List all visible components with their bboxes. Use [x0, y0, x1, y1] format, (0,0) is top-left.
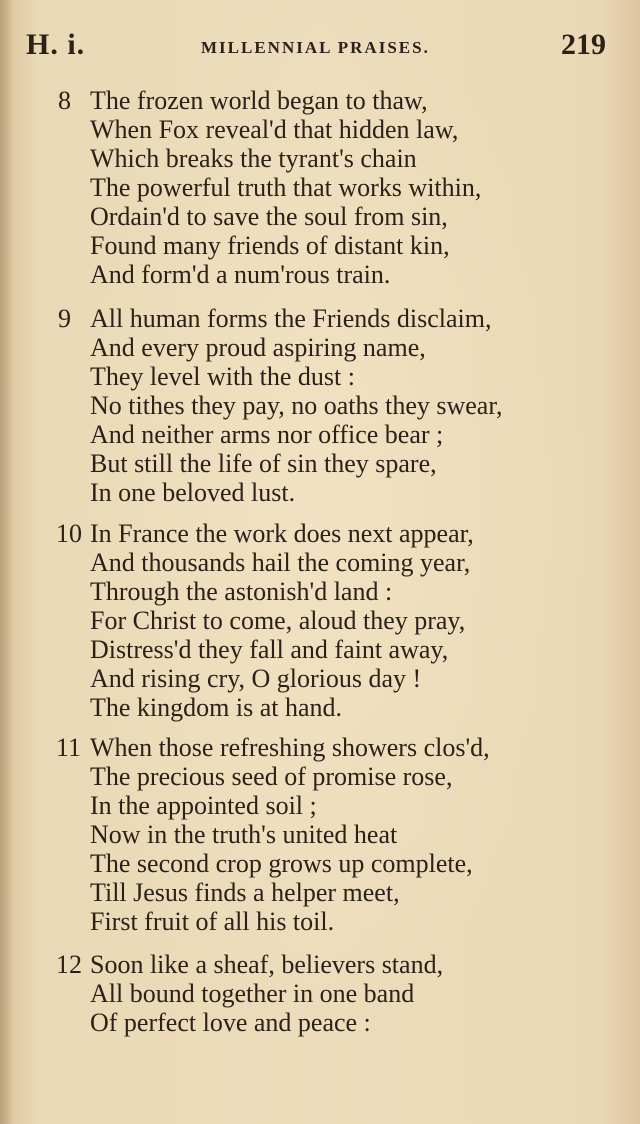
verse-line: In one beloved lust.: [90, 478, 296, 507]
verse-line: 11 When those refreshing showers clos'd,: [56, 733, 490, 762]
page-number: 219: [561, 28, 606, 61]
verse-line: Ordain'd to save the soul from sin,: [90, 202, 448, 231]
verse-line: And form'd a num'rous train.: [90, 260, 391, 289]
running-title: MILLENNIAL PRAISES.: [201, 38, 430, 57]
verse-line: In the appointed soil ;: [90, 791, 317, 820]
verse-line: The kingdom is at hand.: [90, 693, 343, 722]
verse-line: 12 Soon like a sheaf, believers stand,: [56, 950, 444, 979]
verse-line: All bound together in one band: [90, 979, 415, 1008]
verse-number: 10: [56, 519, 82, 548]
verse-line: Now in the truth's united heat: [90, 820, 398, 849]
verse-number: 12: [56, 950, 82, 979]
verse-line: Found many friends of distant kin,: [90, 231, 450, 260]
verse-line: 10 In France the work does next appear,: [56, 519, 474, 548]
running-header: [26, 28, 606, 64]
verse-line: They level with the dust :: [90, 362, 356, 391]
verse-line: Of perfect love and peace :: [90, 1008, 371, 1037]
verse-line: 9 All human forms the Friends disclaim,: [58, 304, 492, 333]
verse-line: No tithes they pay, no oaths they swear,: [90, 391, 503, 420]
hymn-section-label: H. i.: [26, 28, 86, 61]
verse-9: [58, 304, 618, 507]
verse-line: The second crop grows up complete,: [90, 849, 473, 878]
verse-line: And neither arms nor office bear ;: [90, 420, 444, 449]
verse-line: When Fox reveal'd that hidden law,: [90, 115, 459, 144]
verse-12: [58, 950, 618, 1037]
verse-line: Till Jesus finds a helper meet,: [90, 878, 400, 907]
verse-line: Distress'd they fall and faint away,: [90, 635, 449, 664]
verse-line: But still the life of sin they spare,: [90, 449, 437, 478]
verse-line: The precious seed of promise rose,: [90, 762, 453, 791]
verse-number: 9: [58, 304, 71, 333]
verse-line: The powerful truth that works within,: [90, 173, 482, 202]
verse-line: First fruit of all his toil.: [90, 907, 335, 936]
verse-line: And thousands hail the coming year,: [90, 548, 471, 577]
verse-line: And every proud aspiring name,: [90, 333, 426, 362]
verse-8: [58, 86, 618, 289]
verse-10: [58, 519, 618, 722]
verse-number: 8: [58, 86, 71, 115]
verse-number: 11: [56, 733, 82, 762]
verse-line: 8 The frozen world began to thaw,: [58, 86, 428, 115]
verse-11: [58, 733, 618, 936]
verse-line: Which breaks the tyrant's chain: [90, 144, 417, 173]
verse-line: For Christ to come, aloud they pray,: [90, 606, 466, 635]
verse-line: Through the astonish'd land :: [90, 577, 393, 606]
verse-line: And rising cry, O glorious day !: [90, 664, 422, 693]
